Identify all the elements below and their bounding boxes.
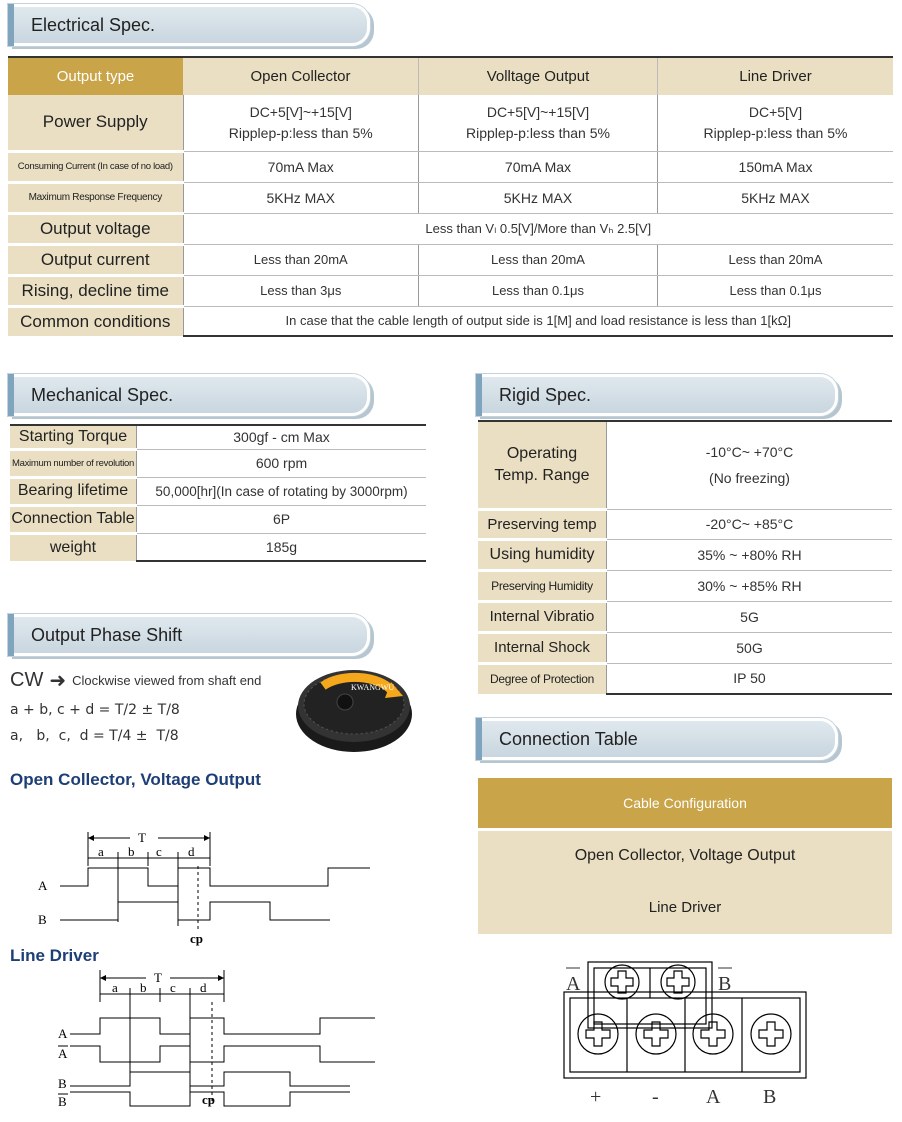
cell: 70mA Max (419, 151, 658, 182)
cable-row-open-collector: Open Collector, Voltage Output (478, 831, 892, 881)
row-label-consuming-current: Consuming Current (In case of no load) (8, 151, 183, 182)
cell: Less than 20mA (183, 244, 419, 275)
label-d: d (200, 980, 207, 995)
cw-description: Clockwise viewed from shaft end (72, 673, 262, 688)
rigid-label: Operating Temp. Range (478, 421, 607, 509)
mech-label: Connection Table (10, 505, 137, 533)
open-collector-diagram-title: Open Collector, Voltage Output (10, 770, 261, 789)
row-label-rising-decline: Rising, decline time (8, 275, 183, 306)
cell: 150mA Max (658, 151, 894, 182)
screw-icon (751, 1014, 791, 1054)
label-A: A (38, 878, 48, 893)
screw-icon (636, 1014, 676, 1054)
rigid-label: Preserving temp (478, 509, 607, 539)
row-label-output-voltage: Output voltage (8, 213, 183, 244)
mech-label: Bearing lifetime (10, 477, 137, 505)
output-phase-heading (8, 614, 370, 656)
pin-label-A: A (706, 1086, 721, 1108)
cell: 70mA Max (183, 151, 419, 182)
formula-2: a, b, c, d = T/4 ± T/8 (10, 728, 179, 744)
row-label-output-current: Output current (8, 244, 183, 275)
electrical-spec-title: Electrical Spec. (31, 14, 156, 35)
rigid-label: Degree of Protection (478, 663, 607, 694)
connection-table-heading (476, 718, 838, 760)
cell: 5KHz MAX (183, 182, 419, 213)
rigid-value: -20°C~ +85°C (607, 509, 893, 539)
label-c: c (156, 844, 162, 859)
cell: Less than 20mA (658, 244, 894, 275)
cell: 5KHz MAX (419, 182, 658, 213)
row-label-common-conditions: Common conditions (8, 306, 183, 336)
label-B: B (58, 1076, 67, 1091)
row-label-max-response-frequency: Maximum Response Frequency (8, 182, 183, 213)
screw-icon (578, 1014, 618, 1054)
row-label-power-supply: Power Supply (8, 95, 183, 151)
label-b: b (140, 980, 147, 995)
rigid-spec-table (478, 420, 892, 695)
rigid-value: 5G (607, 601, 893, 632)
rigid-value: 50G (607, 632, 893, 663)
electrical-spec-heading (8, 4, 370, 46)
rigid-value: IP 50 (607, 663, 893, 694)
rigid-label: Internal Vibratio (478, 601, 607, 632)
label-a: a (112, 980, 118, 995)
header-output-type: Output type (8, 57, 183, 95)
rigid-value: 30% ~ +85% RH (607, 570, 893, 601)
cell-output-voltage: Less than Vₗ 0.5[V]/More than Vₕ 2.5[V] (183, 213, 893, 244)
open-collector-timing-diagram (30, 822, 370, 948)
line-driver-diagram-title: Line Driver (10, 946, 99, 965)
label-a: a (98, 844, 104, 859)
pin-label-plus: + (590, 1086, 602, 1108)
mech-label: Starting Torque (10, 425, 137, 449)
rigid-label: Preserving Humidity (478, 570, 607, 601)
mech-value: 6P (137, 505, 427, 533)
line-driver-timing-diagram (50, 966, 380, 1112)
label-d: d (188, 844, 195, 859)
label-T: T (154, 970, 162, 985)
screw-icon (605, 965, 639, 999)
cell: DC+5[V]~+15[V] Ripplep-p:less than 5% (419, 95, 658, 151)
screw-icon (693, 1014, 733, 1054)
formula-1: a + b, c + d = T/2 ± T/8 (10, 702, 180, 718)
top-left-pin-label: A (566, 973, 581, 995)
label-c: c (170, 980, 176, 995)
rigid-spec-heading (476, 374, 838, 416)
mech-label: Maximum number of revolution (10, 449, 137, 477)
connection-table-title: Connection Table (499, 728, 638, 749)
rigid-label: Internal Shock (478, 632, 607, 663)
header-open-collector: Open Collector (183, 57, 419, 95)
header-line-driver: Line Driver (658, 57, 894, 95)
cell: DC+5[V] Ripplep-p:less than 5% (658, 95, 894, 151)
mechanical-spec-table (10, 424, 426, 562)
electrical-spec-table (8, 56, 893, 337)
arrow-right-icon: ➜ (49, 670, 67, 692)
cable-row-line-driver: Line Driver (478, 881, 892, 934)
label-B-bar: B (58, 1094, 67, 1109)
cw-line (10, 668, 261, 693)
mech-value: 50,000[hr](In case of rotating by 3000rpm) (137, 477, 427, 505)
mechanical-spec-title: Mechanical Spec. (31, 384, 174, 405)
cell: 5KHz MAX (658, 182, 894, 213)
encoder-knob-image (293, 660, 415, 756)
knob-brand-text: KWANGWU (351, 683, 395, 692)
cell: Less than 20mA (419, 244, 658, 275)
cell: Less than 0.1μs (419, 275, 658, 306)
mech-label: weight (10, 533, 137, 561)
rigid-spec-title: Rigid Spec. (499, 384, 592, 405)
label-B: B (38, 912, 47, 927)
pin-label-B: B (763, 1086, 777, 1108)
cell: DC+5[V]~+15[V] Ripplep-p:less than 5% (183, 95, 419, 151)
pin-label-minus: - (652, 1086, 659, 1108)
mech-value: 300gf - cm Max (137, 425, 427, 449)
cable-config-header: Cable Configuration (478, 778, 892, 831)
label-A-bar: A (58, 1046, 68, 1061)
rigid-label: Using humidity (478, 539, 607, 570)
mechanical-spec-heading (8, 374, 370, 416)
cw-label: CW (10, 669, 44, 691)
mech-value: 600 rpm (137, 449, 427, 477)
cell: Less than 0.1μs (658, 275, 894, 306)
cell-common-conditions: In case that the cable length of output side is 1[M] and load resistance is less than 1[kΩ] (183, 306, 893, 336)
label-b: b (128, 844, 135, 859)
label-T: T (138, 830, 146, 845)
top-right-pin-label: B (718, 973, 732, 995)
label-A: A (58, 1026, 68, 1041)
cell: Less than 3μs (183, 275, 419, 306)
output-phase-title: Output Phase Shift (31, 624, 183, 645)
connector-pinout-diagram (560, 958, 810, 1108)
rigid-value: -10°C~ +70°C (No freezing) (607, 421, 893, 509)
screw-icon (661, 965, 695, 999)
mech-value: 185g (137, 533, 427, 561)
label-cp: cp (202, 1092, 215, 1107)
label-cp: cp (190, 931, 203, 946)
connection-config-table (478, 778, 892, 934)
header-voltage-output: Volltage Output (419, 57, 658, 95)
rigid-value: 35% ~ +80% RH (607, 539, 893, 570)
